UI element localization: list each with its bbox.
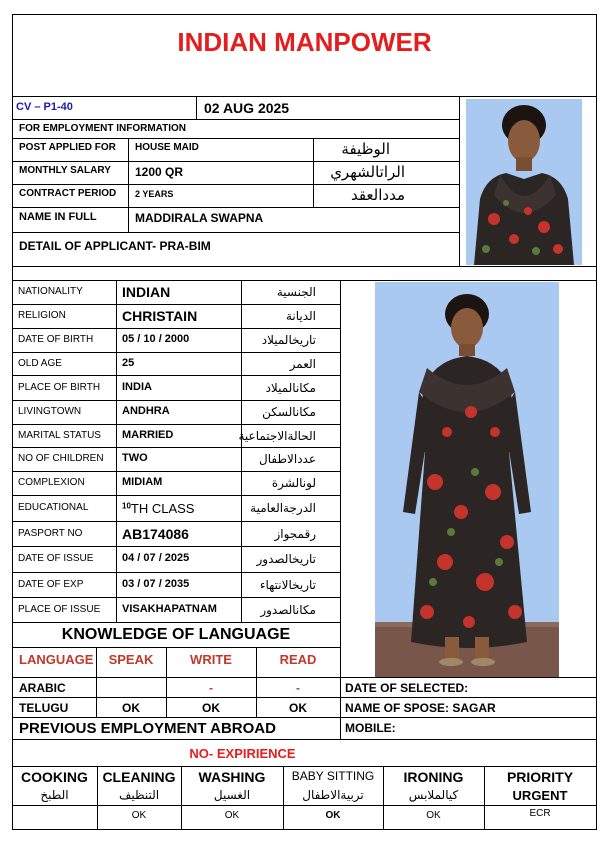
col-line [116,280,117,622]
lang-header-language: LANGUAGE [19,652,94,667]
detail-label: PASPORT NO [18,528,83,539]
row-line [12,521,340,522]
col-line [340,677,341,739]
lang-header-speak: SPEAK [108,652,154,667]
row-line [12,184,459,185]
lang-telugu-name: TELUGU [19,701,69,715]
detail-value: 04 / 07 / 2025 [122,552,190,564]
detail-arabic: تاريخالانتهاء [259,578,316,592]
row-line [12,805,597,806]
row-line [12,304,340,305]
date-selected-label: DATE OF SELECTED: [345,681,469,695]
detail-arabic: الجنسية [276,285,316,299]
row-line [12,597,340,598]
row-line [12,161,459,162]
detail-arabic: العمر [289,357,316,371]
detail-value: 05 / 10 / 2000 [122,333,190,345]
detail-value [122,502,194,516]
employment-section-label: FOR EMPLOYMENT INFORMATION [19,123,187,134]
detail-arabic: عددالاطفال [259,452,316,466]
lang-telugu-write: OK [202,701,220,715]
contract-arabic: مددالعقد [350,186,405,204]
skill-header-washing: WASHING [198,769,266,785]
row-line [12,424,340,425]
applicant-photo-small [466,99,582,265]
applicant-photo-large [375,282,559,677]
mobile-label: MOBILE: [345,721,396,735]
row-line [12,697,597,698]
detail-value: MARRIED [122,429,174,441]
detail-arabic: مكانالصدور [260,603,316,617]
cv-date: 02 AUG 2025 [204,100,290,116]
frame-right [596,14,597,830]
row-line [12,280,597,281]
contract-label: CONTRACT PERIOD [19,188,117,199]
col-line [196,96,197,119]
detail-label: DATE OF EXP [18,579,84,590]
col-line [313,138,314,207]
frame-left [12,14,13,830]
detail-value: 25 [122,357,135,369]
contract-value: 2 YEARS [135,189,174,199]
skill-header-cooking: COOKING [21,769,88,785]
language-title: KNOWLEDGE OF LANGUAGE [61,626,291,643]
row-line [12,352,340,353]
lang-telugu-read: OK [289,701,307,715]
salary-label: MONTHLY SALARY [19,165,111,176]
row-line [12,447,340,448]
row-line [12,375,340,376]
detail-label: PLACE OF BIRTH [18,382,101,393]
detail-value-text: TH CLASS [130,501,195,516]
row-line [12,717,597,718]
row-line [12,647,340,648]
priority-code: ECR [529,808,551,819]
detail-label: PLACE OF ISSUE [18,604,101,615]
detail-arabic: لونالشرة [271,476,316,490]
row-line [12,207,459,208]
row-line [12,266,597,267]
row-line [12,138,459,139]
detail-arabic: مكانالميلاد [265,381,316,395]
top-photo-divider [459,96,460,266]
skill-header-ironing: IRONING [403,769,464,785]
page-title: INDIAN MANPOWER [177,27,432,57]
detail-value: MIDIAM [122,476,163,488]
row-line [12,495,340,496]
previous-employment-value: NO- EXPIRIENCE [189,746,296,761]
detail-arabic: الدرجةالعامية [250,501,316,515]
skill-arabic-cleaning: التنظيف [118,788,160,802]
post-label: POST APPLIED FOR [19,142,116,153]
detail-label: DATE OF BIRTH [18,334,94,345]
row-line [12,471,340,472]
detail-arabic: الديانة [285,309,316,323]
detail-label: MARITAL STATUS [18,430,101,441]
detail-value: AB174086 [122,526,189,542]
detail-value: 03 / 07 / 2035 [122,578,190,590]
skill-arabic-baby-sitting: تربيةالاطفال [302,788,364,802]
skill-value-baby-sitting: OK [325,810,341,821]
post-arabic: الوظيفة [341,140,390,158]
row-line [12,572,340,573]
detail-label: COMPLEXION [18,477,85,488]
previous-employment-title: PREVIOUS EMPLOYMENT ABROAD [19,720,276,737]
skill-arabic-cooking: الطبخ [40,788,69,802]
skill-value-ironing: OK [426,810,441,821]
col-line [128,138,129,232]
detail-arabic: الحالةالاجتماعية [238,429,316,443]
detail-label: LIVINGTOWN [18,406,82,417]
name-label: NAME IN FULL [19,211,97,223]
detail-arabic: رقمجواز [274,527,316,541]
detail-value-superscript: 10 [122,501,131,511]
detail-value: ANDHRA [122,405,170,417]
detail-label: OLD AGE [18,358,62,369]
detail-value: VISAKHAPATNAM [122,603,217,615]
cv-code: CV – P1-40 [16,101,73,113]
row-line [12,119,459,120]
lang-telugu-speak: OK [122,701,140,715]
row-line [12,546,340,547]
detail-value: INDIAN [122,284,171,300]
detail-value: TWO [122,452,148,464]
detail-label: NO OF CHILDREN [18,453,104,464]
skill-value-washing: OK [224,810,240,821]
spouse-name: NAME OF SPOSE: SAGAR [345,701,496,715]
priority-value: URGENT [512,788,568,803]
skill-arabic-ironing: كيالملابس [408,788,459,802]
name-value: MADDIRALA SWAPNA [135,211,264,225]
row-line [12,739,597,740]
skill-arabic-washing: الغسيل [213,788,251,802]
title-divider [12,96,597,97]
salary-value: 1200 QR [135,165,184,179]
row-line [12,328,340,329]
skill-header-baby-sitting: BABY SITTING [291,769,375,783]
frame-top [12,14,597,15]
detail-label: EDUCATIONAL [18,502,89,513]
frame-bottom [12,829,597,830]
skill-header-cleaning: CLEANING [102,769,176,785]
lang-arabic-name: ARABIC [19,681,66,695]
lang-header-read: READ [279,652,317,667]
detail-title: DETAIL OF APPLICANT- PRA-BIM [19,239,211,253]
row-line [12,677,597,678]
lang-arabic-write: - [209,681,213,695]
salary-arabic: الراتالشهري [330,163,405,181]
col-line [340,280,341,678]
row-line [12,766,597,767]
detail-arabic: تاريخالميلاد [261,333,316,347]
lang-arabic-read: - [296,681,300,695]
detail-value: CHRISTAIN [122,308,198,324]
detail-arabic: تاريخالصدور [256,552,316,566]
row-line [12,232,459,233]
row-line [12,622,340,623]
col-line [241,280,242,622]
detail-arabic: مكانالسكن [262,405,316,419]
skill-value-cleaning: OK [131,810,147,821]
row-line [12,400,340,401]
detail-label: RELIGION [18,310,66,321]
lang-header-write: WRITE [190,652,232,667]
post-value: HOUSE MAID [135,142,199,153]
detail-label: DATE OF ISSUE [18,553,94,564]
detail-label: NATIONALITY [18,286,83,297]
detail-value: INDIA [122,381,152,393]
skill-header-priority: PRIORITY [506,769,574,785]
